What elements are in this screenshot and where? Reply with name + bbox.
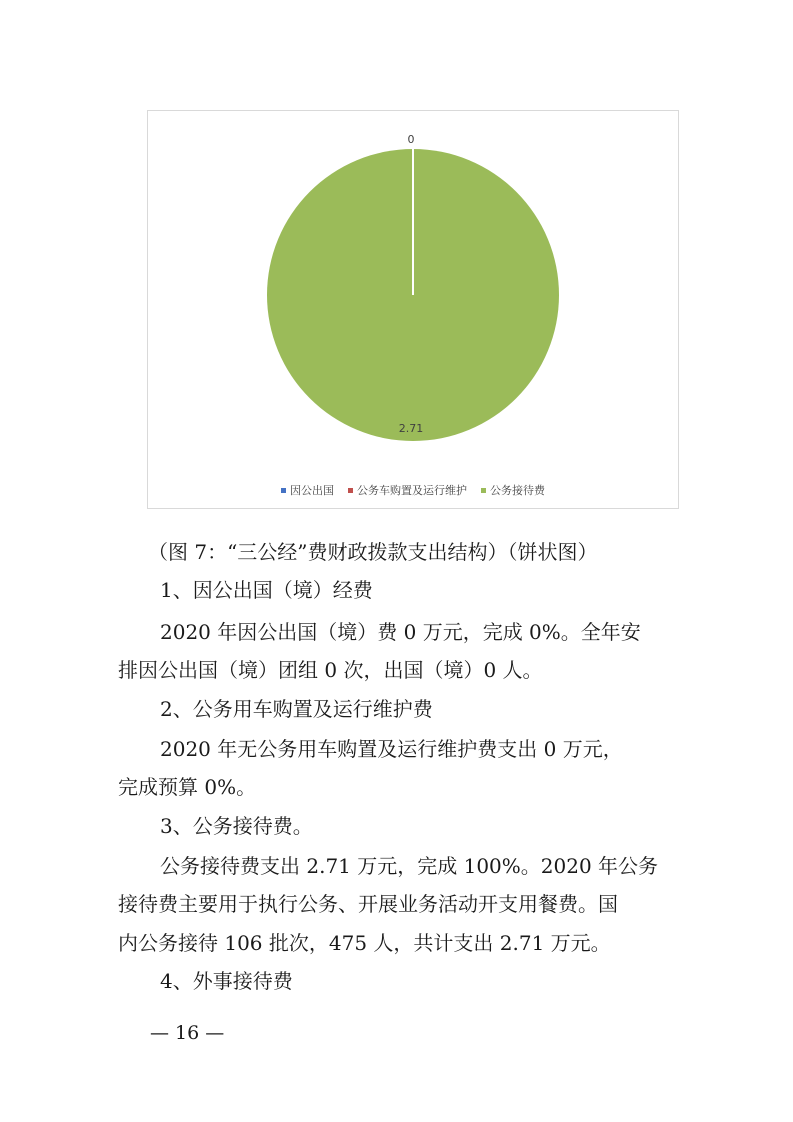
data-label: 2.71	[398, 422, 424, 435]
paragraph-line: 排因公出国（境）团组 0 次，出国（境）0 人。	[118, 658, 543, 682]
legend-swatch-red	[348, 488, 353, 493]
section-heading-4: 4、外事接待费	[160, 969, 293, 993]
legend-swatch-blue	[281, 488, 286, 493]
figure-caption: （图 7：“三公经”费财政拨款支出结构）（饼状图）	[148, 540, 598, 564]
paragraph-line: 公务接待费支出 2.71 万元，完成 100%。2020 年公务	[160, 854, 659, 878]
pie-chart-container	[147, 110, 679, 509]
legend-item-公务车购置及运行维护	[348, 482, 467, 498]
page-number: — 16 —	[150, 1022, 225, 1044]
legend-item-因公出国	[281, 482, 334, 498]
chart-legend	[148, 482, 678, 498]
section-heading-1: 1、因公出国（境）经费	[160, 578, 373, 602]
data-label: 0	[407, 133, 415, 146]
section-heading-3: 3、公务接待费。	[160, 814, 313, 838]
section-heading-2: 2、公务用车购置及运行维护费	[160, 697, 433, 721]
paragraph-line: 内公务接待 106 批次，475 人，共计支出 2.71 万元。	[118, 931, 611, 955]
paragraph-line: 2020 年因公出国（境）费 0 万元，完成 0%。全年安	[160, 620, 641, 644]
legend-label: 公务车购置及运行维护	[357, 484, 467, 497]
legend-swatch-green	[481, 488, 486, 493]
paragraph-line: 2020 年无公务用车购置及运行维护费支出 0 万元，	[160, 737, 623, 761]
paragraph-line: 接待费主要用于执行公务、开展业务活动开支用餐费。国	[118, 892, 618, 916]
legend-label: 公务接待费	[490, 484, 545, 497]
legend-item-公务接待费	[481, 482, 545, 498]
pie-chart	[148, 111, 680, 510]
paragraph-line: 完成预算 0%。	[118, 775, 257, 799]
legend-label: 因公出国	[290, 484, 334, 497]
